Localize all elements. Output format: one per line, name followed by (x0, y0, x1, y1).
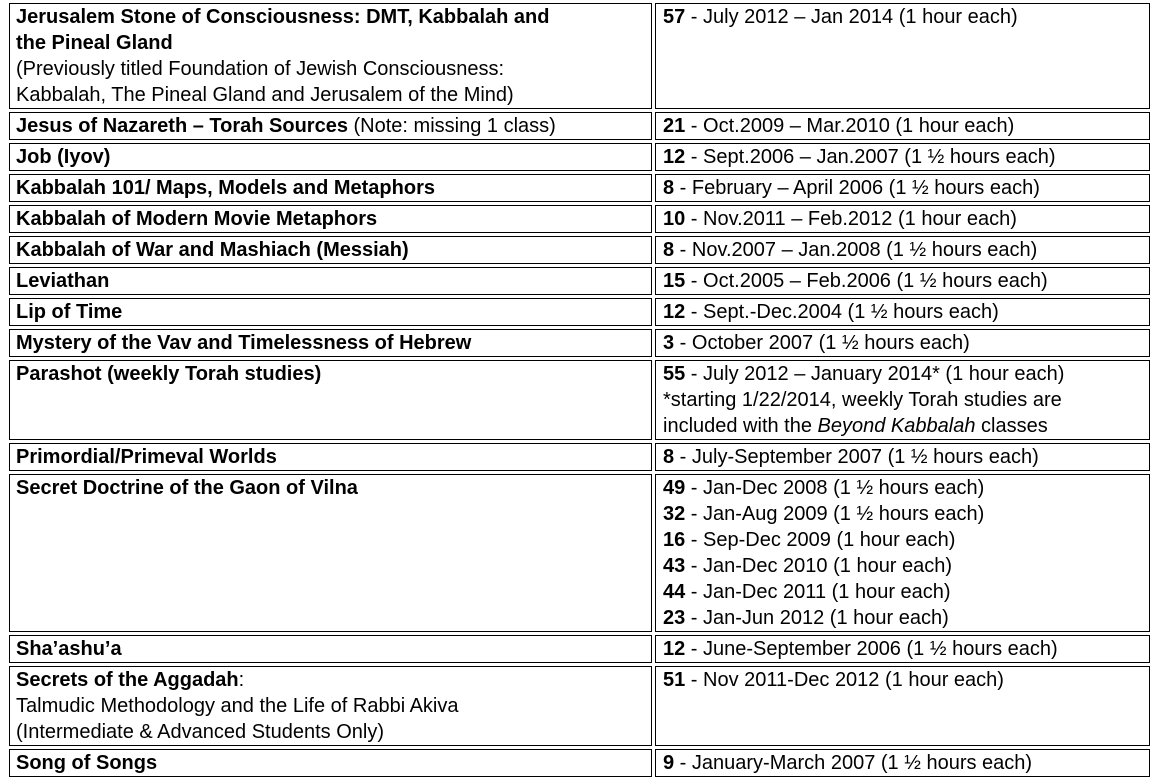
course-title-cell (9, 298, 652, 326)
session-count: 15 (663, 270, 686, 292)
session-count: 57 (663, 6, 686, 28)
session-dates: - Jan-Dec 2011 (1 hour each) (685, 581, 951, 603)
session-line (663, 475, 1149, 501)
session-dates: - July-September 2007 (1 ½ hours each) (674, 446, 1039, 468)
session-line (663, 444, 1149, 470)
table-row (9, 474, 1150, 632)
session-count: 3 (663, 332, 675, 354)
session-dates: - Jan-Dec 2010 (1 hour each) (685, 555, 953, 577)
session-line (663, 667, 1149, 693)
session-line (663, 579, 1149, 605)
course-title: Jerusalem Stone of Consciousness: DMT, Kabbalah and (16, 6, 550, 28)
course-table (6, 0, 1153, 780)
session-line (663, 299, 1149, 325)
session-dates: - Oct.2009 – Mar.2010 (1 hour each) (685, 115, 1015, 137)
course-title-cell (9, 267, 652, 295)
footnote-emphasis: Beyond Kabbalah (817, 415, 976, 437)
footnote-text: classes (975, 415, 1048, 437)
course-title-cell (9, 205, 652, 233)
session-count: 8 (663, 446, 675, 468)
course-title-cell (9, 635, 652, 663)
session-line (663, 144, 1149, 170)
table-row (9, 3, 1150, 109)
course-title: Sha’ashu’a (16, 638, 122, 660)
session-line (663, 636, 1149, 662)
session-count: 44 (663, 581, 686, 603)
course-title-cell (9, 474, 652, 632)
course-sessions-cell (655, 749, 1150, 777)
table-row (9, 666, 1150, 746)
course-title: Leviathan (16, 270, 110, 292)
session-line (663, 113, 1149, 139)
course-note: Kabbalah, The Pineal Gland and Jerusalem of the Mind) (16, 84, 514, 106)
session-dates: - Jan-Dec 2008 (1 ½ hours each) (685, 477, 985, 499)
course-sessions-cell (655, 298, 1150, 326)
session-dates: - July 2012 – Jan 2014 (1 hour each) (685, 6, 1018, 28)
session-count: 21 (663, 115, 686, 137)
table-row (9, 174, 1150, 202)
session-dates: - Nov.2011 – Feb.2012 (1 hour each) (685, 208, 1017, 230)
session-count: 9 (663, 752, 675, 774)
table-row (9, 267, 1150, 295)
course-sessions-cell (655, 143, 1150, 171)
session-dates: - October 2007 (1 ½ hours each) (674, 332, 970, 354)
course-title: Job (Iyov) (16, 146, 111, 168)
table-row (9, 143, 1150, 171)
session-dates: - Oct.2005 – Feb.2006 (1 ½ hours each) (685, 270, 1048, 292)
table-row (9, 205, 1150, 233)
course-title-cell (9, 443, 652, 471)
session-line (663, 553, 1149, 579)
course-sessions-cell (655, 112, 1150, 140)
course-sessions-cell (655, 174, 1150, 202)
course-title: the Pineal Gland (16, 32, 173, 54)
course-sessions-cell (655, 666, 1150, 746)
course-sessions-cell (655, 267, 1150, 295)
session-line (663, 330, 1149, 356)
table-row (9, 112, 1150, 140)
course-title-cell (9, 112, 652, 140)
course-title-line (16, 667, 651, 693)
session-count: 43 (663, 555, 686, 577)
session-line (663, 605, 1149, 631)
table-row (9, 360, 1150, 440)
table-row (9, 298, 1150, 326)
session-count: 12 (663, 146, 686, 168)
session-count: 10 (663, 208, 686, 230)
session-count: 12 (663, 638, 686, 660)
session-dates: - Nov 2011-Dec 2012 (1 hour each) (685, 669, 1004, 691)
course-title: Secret Doctrine of the Gaon of Vilna (16, 477, 358, 499)
session-dates: - February – April 2006 (1 ½ hours each) (674, 177, 1040, 199)
session-line (663, 4, 1149, 30)
course-note: (Intermediate & Advanced Students Only) (16, 721, 384, 743)
session-count: 8 (663, 177, 675, 199)
session-count: 51 (663, 669, 686, 691)
course-sessions-cell (655, 329, 1150, 357)
session-line (663, 206, 1149, 232)
course-note: (Note: missing 1 class) (347, 115, 556, 137)
session-count: 55 (663, 363, 686, 385)
session-dates: - Nov.2007 – Jan.2008 (1 ½ hours each) (674, 239, 1038, 261)
session-line (663, 268, 1149, 294)
session-dates: - Sep-Dec 2009 (1 hour each) (685, 529, 956, 551)
session-count: 49 (663, 477, 686, 499)
table-row (9, 635, 1150, 663)
session-dates: - Sept.2006 – Jan.2007 (1 ½ hours each) (685, 146, 1056, 168)
course-sessions-cell (655, 236, 1150, 264)
course-sessions-cell (655, 443, 1150, 471)
session-dates: - Jan-Jun 2012 (1 hour each) (685, 607, 949, 629)
course-sessions-cell (655, 205, 1150, 233)
course-title-cell (9, 749, 652, 777)
course-title-suffix: : (238, 669, 245, 691)
course-title: Kabbalah of Modern Movie Metaphors (16, 208, 378, 230)
footnote-text: included with the (663, 415, 818, 437)
course-sessions-cell (655, 360, 1150, 440)
course-title-cell (9, 666, 652, 746)
course-sessions-cell (655, 474, 1150, 632)
session-dates: - Sept.-Dec.2004 (1 ½ hours each) (685, 301, 999, 323)
course-title-cell (9, 3, 652, 109)
session-line (663, 501, 1149, 527)
table-row (9, 236, 1150, 264)
course-title: Parashot (weekly Torah studies) (16, 363, 322, 385)
course-title: Primordial/Primeval Worlds (16, 446, 277, 468)
course-title-cell (9, 143, 652, 171)
course-note: Talmudic Methodology and the Life of Rabbi Akiva (16, 695, 459, 717)
course-title: Jesus of Nazareth – Torah Sources (16, 115, 348, 137)
course-title: Mystery of the Vav and Timelessness of Hebrew (16, 332, 472, 354)
course-sessions-cell (655, 635, 1150, 663)
course-title-cell (9, 329, 652, 357)
course-title: Song of Songs (16, 752, 158, 774)
session-dates: - Jan-Aug 2009 (1 ½ hours each) (685, 503, 985, 525)
table-row (9, 329, 1150, 357)
course-title-cell (9, 236, 652, 264)
session-line (663, 237, 1149, 263)
session-footnote (663, 413, 1149, 439)
table-row (9, 749, 1150, 777)
course-note: (Previously titled Foundation of Jewish Consciousness: (16, 58, 505, 80)
course-sessions-cell (655, 3, 1150, 109)
course-title-cell (9, 174, 652, 202)
session-line (663, 527, 1149, 553)
session-count: 12 (663, 301, 686, 323)
session-line (663, 361, 1149, 387)
course-title-cell (9, 360, 652, 440)
session-count: 8 (663, 239, 675, 261)
course-title: Kabbalah 101/ Maps, Models and Metaphors (16, 177, 435, 199)
session-footnote: *starting 1/22/2014, weekly Torah studies are (663, 389, 1062, 411)
course-title: Lip of Time (16, 301, 123, 323)
course-title: Secrets of the Aggadah (16, 669, 239, 691)
session-count: 23 (663, 607, 686, 629)
session-dates: - June-September 2006 (1 ½ hours each) (685, 638, 1058, 660)
session-dates: - January-March 2007 (1 ½ hours each) (674, 752, 1033, 774)
table-row (9, 443, 1150, 471)
session-line (663, 175, 1149, 201)
course-title: Kabbalah of War and Mashiach (Messiah) (16, 239, 409, 261)
session-count: 16 (663, 529, 686, 551)
session-count: 32 (663, 503, 686, 525)
session-dates: - July 2012 – January 2014* (1 hour each) (685, 363, 1065, 385)
